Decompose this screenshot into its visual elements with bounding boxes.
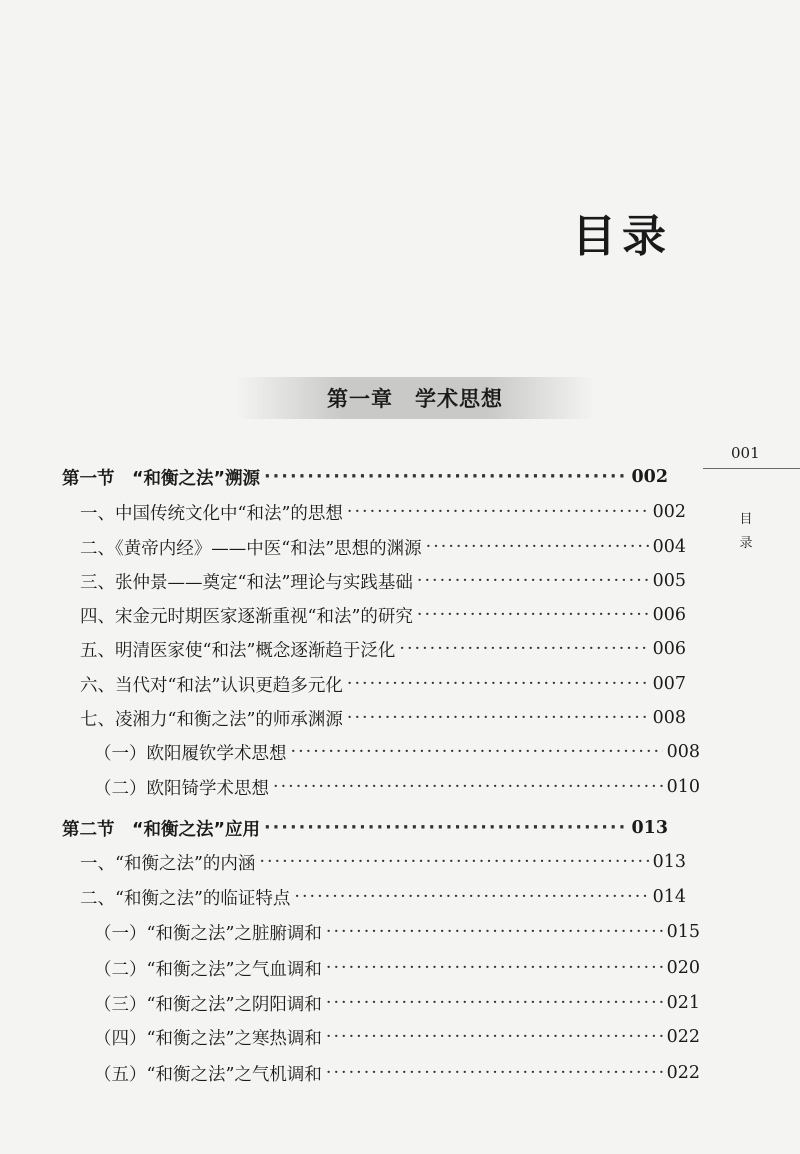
toc-entry[interactable] [62,532,686,562]
leader-dots [417,571,649,591]
toc-entry-page: 002 [652,502,686,522]
leader-dots [347,708,649,728]
toc-entry-label: （三）“和衡之法”之阴阳调和 [94,994,322,1015]
toc-entry-sub[interactable] [62,988,700,1018]
toc-entry-section[interactable] [62,813,668,843]
leader-dots [326,993,663,1013]
toc-entry-label: 三、张仲景——奠定“和法”理论与实践基础 [80,572,413,593]
toc-entry-sub[interactable] [62,737,700,767]
toc-entry-label: （一）欧阳履钦学术思想 [94,743,287,764]
toc-entry-page: 008 [666,742,700,762]
toc-entry-label: 七、凌湘力“和衡之法”的师承渊源 [80,709,343,730]
toc-entry-page: 015 [666,922,700,942]
toc-entry-label: 四、宋金元时期医家逐渐重视“和法”的研究 [80,606,413,627]
toc-entry[interactable] [62,703,686,733]
leader-dots [273,777,663,797]
chapter-banner [235,377,595,419]
toc-entry-label: （一）“和衡之法”之脏腑调和 [94,923,322,944]
leader-dots [426,537,649,557]
toc-entry-sub[interactable] [62,1022,700,1052]
leader-dots [326,958,663,978]
toc-entry-page: 007 [652,674,686,694]
toc-entry[interactable] [62,566,686,596]
toc-entry-page: 013 [631,818,668,838]
toc-entry-page: 014 [652,887,686,907]
toc-entry-page: 010 [666,777,700,797]
page-number: 001 [731,444,760,462]
leader-dots [347,502,649,522]
leader-dots [264,467,627,487]
toc-entry[interactable] [62,600,686,630]
leader-dots [264,818,627,838]
toc-entry-label: 第一节 “和衡之法”溯源 [62,468,261,489]
leader-dots [259,852,648,872]
toc-entry-sub[interactable] [62,1058,700,1088]
toc-entry[interactable] [62,847,686,877]
leader-dots [417,605,649,625]
toc-entry-label: （四）“和衡之法”之寒热调和 [94,1028,322,1049]
toc-entry-label: （五）“和衡之法”之气机调和 [94,1064,322,1085]
leader-dots [326,922,663,942]
toc-entry-page: 022 [666,1063,700,1083]
toc-entry-label: 二、《黄帝内经》——中医“和法”思想的渊源 [80,538,422,559]
toc-entry-page: 013 [652,852,686,872]
toc-entry-sub[interactable] [62,772,700,802]
running-header-char: 录 [739,536,753,551]
running-header [738,508,754,556]
leader-dots [326,1063,663,1083]
leader-dots [294,887,648,907]
toc-entry-section[interactable] [62,462,668,492]
toc-entry-page: 006 [652,605,686,625]
page-title: 目录 [572,211,672,262]
toc-entry-label: 二、“和衡之法”的临证特点 [80,888,291,909]
toc-entry-label: 一、中国传统文化中“和法”的思想 [80,503,343,524]
running-header-char: 目 [739,512,753,527]
toc-entry[interactable] [62,497,686,527]
toc-entry-page: 021 [666,993,700,1013]
toc-entry-label: 第二节 “和衡之法”应用 [62,819,261,840]
toc-entry-label: 一、“和衡之法”的内涵 [80,853,256,874]
toc-entry-page: 004 [652,537,686,557]
toc-entry-page: 005 [652,571,686,591]
toc-entry-label: 六、当代对“和法”认识更趋多元化 [80,675,343,696]
leader-dots [399,639,648,659]
toc-entry-page: 008 [652,708,686,728]
toc-entry-page: 022 [666,1027,700,1047]
toc-entry-page: 020 [666,958,700,978]
margin-divider [703,468,800,469]
toc-entry[interactable] [62,669,686,699]
toc-entry-label: 五、明清医家使“和法”概念逐渐趋于泛化 [80,640,396,661]
leader-dots [347,674,649,694]
leader-dots [326,1027,663,1047]
chapter-title: 第一章 学术思想 [327,387,503,411]
toc-entry-sub[interactable] [62,953,700,983]
toc-entry-label: （二）“和衡之法”之气血调和 [94,959,322,980]
toc-entry[interactable] [62,882,686,912]
toc-entry-page: 006 [652,639,686,659]
toc-entry[interactable] [62,634,686,664]
leader-dots [291,742,663,762]
toc-entry-page: 002 [631,467,668,487]
toc-entry-label: （二）欧阳锜学术思想 [94,778,269,799]
toc-entry-sub[interactable] [62,917,700,947]
